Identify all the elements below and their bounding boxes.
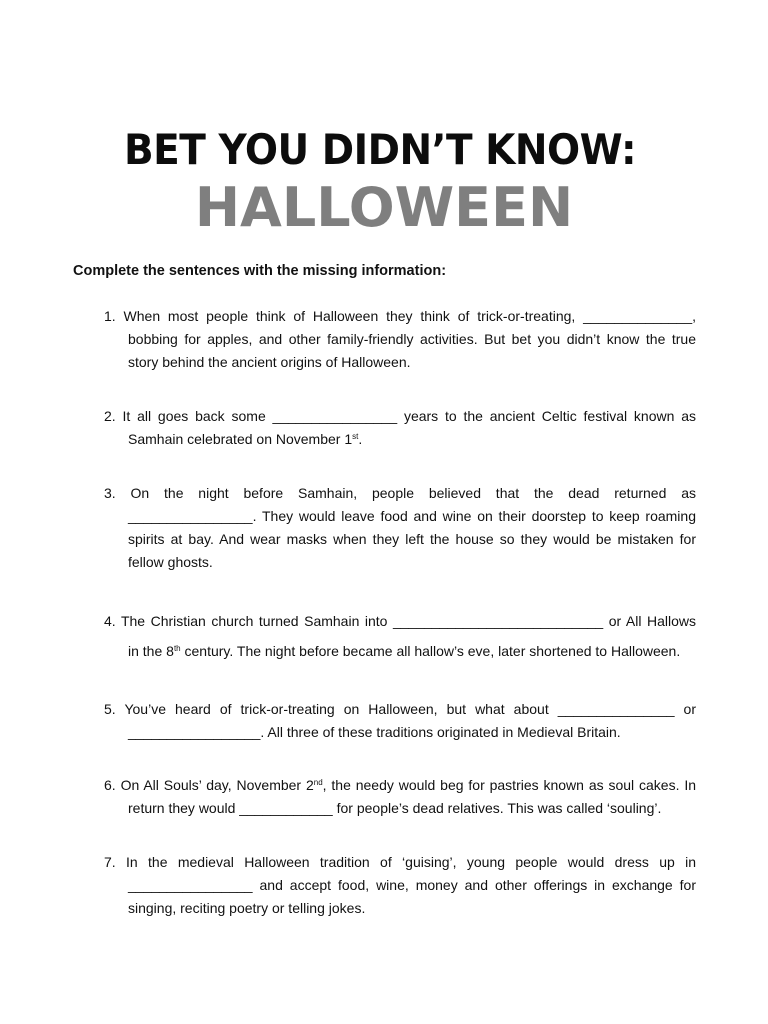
question-text-continued: ________________. They would leave food and wine on their doorstep to keep roaming spirits at bay. And wear masks when they left the house so they would be mistaken for fellow ghosts.: [128, 508, 696, 570]
question-text: When most people think of Halloween they think of trick-or-treating, ______________,: [123, 308, 697, 324]
ordinal-suffix: st: [352, 432, 359, 441]
question-text-continued: Samhain celebrated on November 1: [128, 431, 353, 447]
question-text-end: .: [358, 431, 363, 447]
question-text-continued: in the 8: [128, 643, 174, 659]
question-number: 6.: [104, 777, 116, 793]
question-1: [104, 305, 696, 374]
question-number: 7.: [104, 854, 116, 870]
question-text-continued: _________________. All three of these traditions originated in Medieval Britain.: [128, 724, 621, 740]
ordinal-suffix: th: [173, 644, 181, 653]
question-text-continued: ________________ and accept food, wine, money and other offerings in exchange for singing, reciting poetry or telling jokes.: [128, 877, 696, 916]
question-2: [104, 405, 696, 451]
question-text: It all goes back some ________________ years to the ancient Celtic festival known as: [122, 408, 697, 424]
question-text: The Christian church turned Samhain into ___________________________ or All Hallows: [120, 613, 696, 629]
instructions: Complete the sentences with the missing information:: [73, 263, 447, 279]
question-text: On the night before Samhain, people believed that the dead returned as: [130, 485, 696, 501]
question-7: [104, 851, 696, 920]
question-number: 4.: [104, 613, 116, 629]
page-title: BET YOU DIDN’T KNOW:: [123, 126, 637, 175]
question-text-end: , the needy would beg for pastries known as soul cakes. In: [322, 777, 697, 793]
question-6: [104, 774, 696, 820]
question-text-end: century. The night before became all hallow’s eve, later shortened to Halloween.: [180, 643, 681, 659]
ordinal-suffix: nd: [313, 778, 323, 787]
question-text-continued: bobbing for apples, and other family-friendly activities. But bet you didn’t know the true story behind the ancient origins of Halloween.: [128, 331, 696, 370]
question-number: 5.: [104, 701, 116, 717]
question-number: 3.: [104, 485, 116, 501]
question-number: 1.: [104, 308, 116, 324]
question-text: You’ve heard of trick-or-treating on Halloween, but what about _______________ or: [124, 701, 696, 717]
question-text: In the medieval Halloween tradition of ‘guising’, young people would dress up in: [126, 854, 697, 870]
question-text: On All Souls’ day, November 2: [120, 777, 314, 793]
question-number: 2.: [104, 408, 116, 424]
question-5: [104, 698, 696, 744]
question-4: [104, 606, 696, 666]
question-text-continued: return they would ____________ for people’s dead relatives. This was called ‘souling’.: [128, 800, 662, 816]
question-3: [104, 482, 696, 574]
page-subtitle: HALLOWEEN: [194, 176, 574, 239]
